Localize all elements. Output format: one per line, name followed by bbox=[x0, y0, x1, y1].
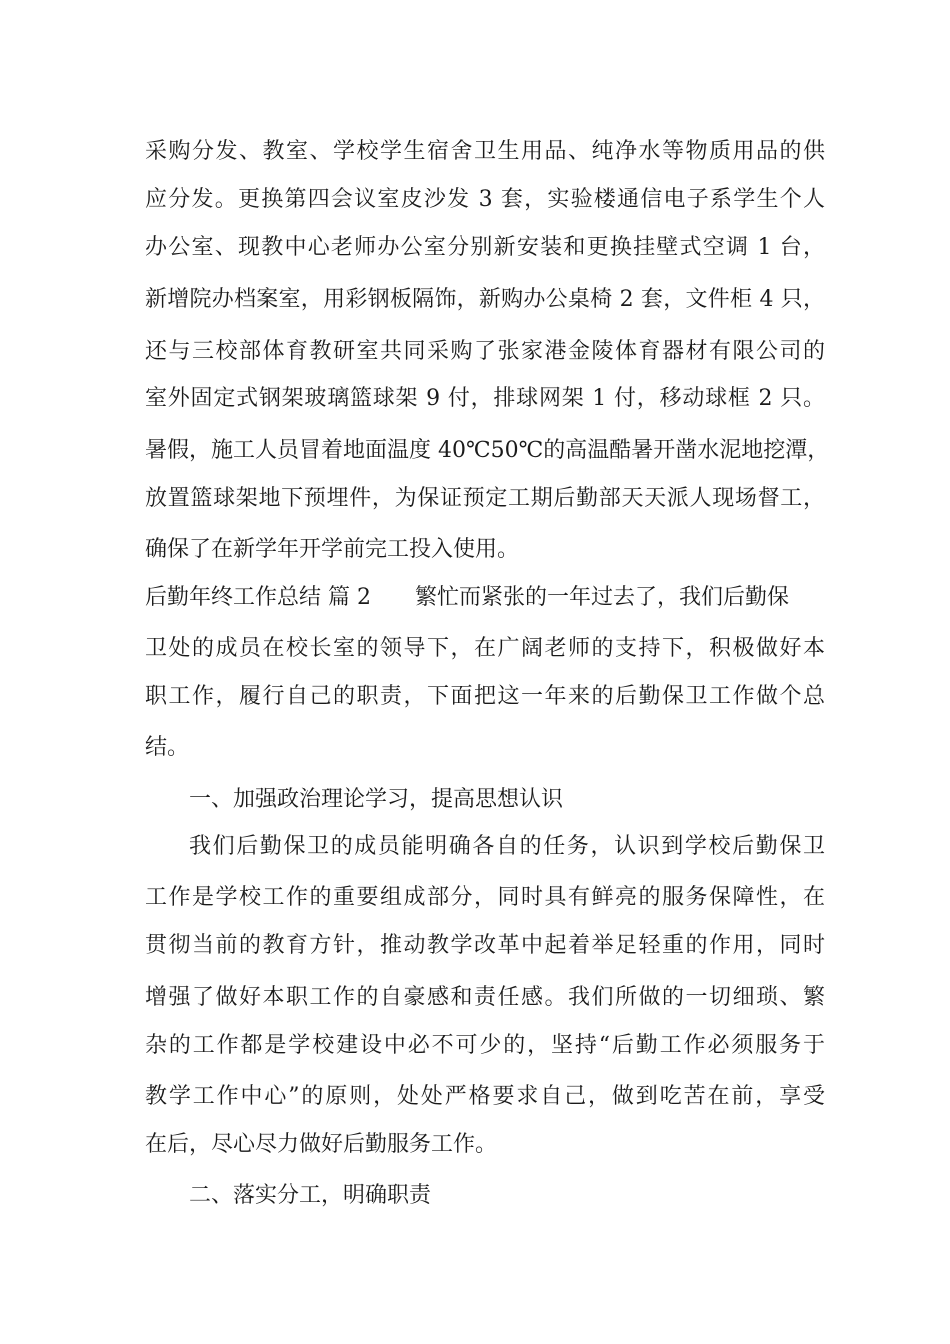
paragraph-line: 应分发。更换第四会议室皮沙发 3 套，实验楼通信电子系学生个人 bbox=[145, 187, 825, 212]
paragraph-first-line: 我们后勤保卫的成员能明确各自的任务，认识到学校后勤保卫 bbox=[189, 834, 825, 859]
paragraph-line: 新增院办档案室，用彩钢板隔饰，新购办公桌椅 2 套，文件柜 4 只， bbox=[145, 287, 825, 312]
paragraph-line: 还与三校部体育教研室共同采购了张家港金陵体育器材有限公司的 bbox=[145, 339, 825, 364]
paragraph-line: 增强了做好本职工作的自豪感和责任感。我们所做的一切细琐、繁 bbox=[145, 985, 825, 1010]
paragraph-line: 职工作，履行自己的职责，下面把这一年来的后勤保卫工作做个总 bbox=[145, 684, 825, 709]
section-heading: 二、落实分工，明确职责 bbox=[189, 1183, 432, 1208]
paragraph-line: 在后，尽心尽力做好后勤服务工作。 bbox=[145, 1132, 498, 1157]
section-heading: 一、加强政治理论学习，提高思想认识 bbox=[189, 787, 564, 812]
paragraph-line: 暑假，施工人员冒着地面温度 40℃50℃的高温酷暑开凿水泥地挖潭， bbox=[145, 438, 830, 463]
section-title: 后勤年终工作总结 篇 2 bbox=[145, 585, 371, 610]
paragraph-line: 教学工作中心”的原则，处处严格要求自己，做到吃苦在前，享受 bbox=[145, 1084, 825, 1109]
paragraph-line: 办公室、现教中心老师办公室分别新安装和更换挂壁式空调 1 台， bbox=[145, 235, 825, 260]
section-title-line bbox=[145, 583, 825, 613]
paragraph-line: 贯彻当前的教育方针，推动教学改革中起着举足轻重的作用，同时 bbox=[145, 933, 825, 958]
paragraph-line: 确保了在新学年开学前完工投入使用。 bbox=[145, 537, 520, 562]
paragraph-line: 放置篮球架地下预埋件，为保证预定工期后勤部天天派人现场督工， bbox=[145, 486, 825, 511]
paragraph-line: 室外固定式钢架玻璃篮球架 9 付，排球网架 1 付，移动球框 2 只。 bbox=[145, 386, 825, 411]
paragraph-line: 采购分发、教室、学校学生宿舍卫生用品、纯净水等物质用品的供 bbox=[145, 139, 825, 164]
paragraph-line: 卫处的成员在校长室的领导下，在广阔老师的支持下，积极做好本 bbox=[145, 636, 825, 661]
paragraph-line: 杂的工作都是学校建设中必不可少的，坚持“后勤工作必须服务于 bbox=[145, 1033, 825, 1058]
paragraph-line: 结。 bbox=[145, 735, 190, 760]
section-intro: 繁忙而紧张的一年过去了，我们后勤保 bbox=[414, 585, 789, 610]
paragraph-line: 工作是学校工作的重要组成部分，同时具有鲜亮的服务保障性，在 bbox=[145, 885, 825, 910]
